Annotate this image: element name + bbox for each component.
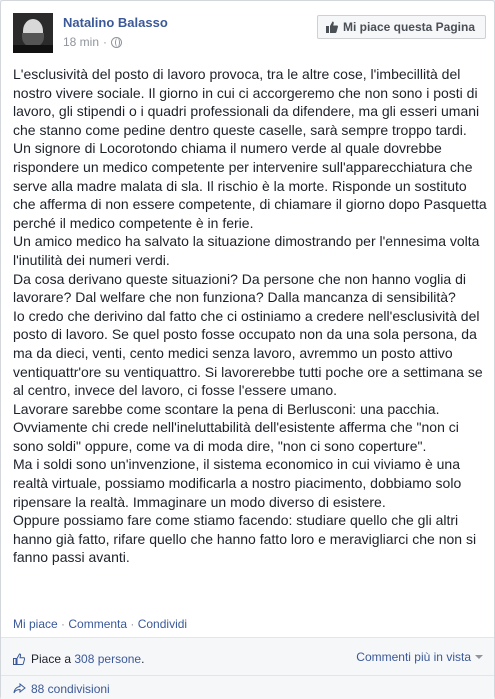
likes-prefix: Piace a [31, 652, 72, 666]
likes-count-link[interactable]: 308 persone [74, 652, 142, 666]
action-separator: · [57, 617, 69, 631]
comments-sort-dropdown[interactable] [356, 650, 483, 664]
action-separator: · [127, 617, 138, 631]
engagement-bar [1, 637, 494, 699]
meta-dot: · [103, 35, 108, 49]
likes-summary [13, 650, 483, 668]
share-icon [13, 683, 26, 695]
like-page-label: Mi piace questa Pagina [342, 20, 475, 34]
post-meta [63, 35, 122, 49]
globe-icon [111, 37, 122, 48]
post-paragraph: Oppure possiamo fare come stiamo facendo: studiare quello che gli altri hanno già fatto, rifare quello che hanno fatto loro e meravigliarci che non si fanno passi avanti. [13, 512, 477, 566]
divider [1, 675, 494, 676]
comments-sort-label: Commenti più in vista [356, 650, 471, 664]
post-actions [13, 617, 187, 631]
shares-summary[interactable] [13, 682, 110, 696]
share-link[interactable]: Condividi [137, 617, 188, 631]
post-paragraph: L'esclusività del posto di lavoro provoca, tra le altre cose, l'imbecillità del nostro vivere sociale. Il giorno in cui ci accorgeremo che non sono i posti di lavoro, gli stipendi o i quadri professionali da difendere, ma gli esseri umani che stanno come pedine dentro queste caselle, sarà sempre troppo tardi. [13, 66, 480, 138]
post-paragraph: Un signore di Locorotondo chiama il numero verde al quale dovrebbe rispondere un medico competente per intervenire sull'apparecchiatura che serve alla madre malata di sla. Il rischio è la morte. Risponde un sostituto che afferma di non essere competente, di chiamare il giorno dopo Pasquetta perché il medico competente è in ferie. [13, 140, 487, 231]
post-header [13, 13, 486, 57]
like-page-button[interactable] [317, 15, 486, 39]
post-paragraph: Io credo che derivino dal fatto che ci ostiniamo a credere nell'esclusività del posto di lavoro. Se quel posto fosse occupato non da una sola persona, da ma da dieci, venti, cento medici senza lavoro, avremmo un posto attivo ventiquattr'ore su ventiquattro. Si lavorerebbe tutti poche ore a settimana se al centro, invece del lavoro, ci fosse l'essere umano. [13, 307, 483, 399]
avatar-shoulders [13, 45, 53, 53]
shares-count: 88 condivisioni [31, 682, 110, 696]
comment-link[interactable]: Commenta [68, 617, 128, 631]
post-paragraph: Da cosa derivano queste situazioni? Da persone che non hanno voglia di lavorare? Dal welfare che non funziona? Dalla mancanza di sensibilità? [13, 270, 466, 306]
like-link[interactable]: Mi piace [13, 617, 58, 631]
post-body [13, 65, 487, 567]
author-name[interactable]: Natalino Balasso [63, 15, 168, 30]
post-paragraph: Un amico medico ha salvato la situazione dimostrando per l'ennesima volta l'inutilità dei numeri verdi. [13, 233, 480, 268]
author-avatar[interactable] [13, 13, 53, 53]
post-time[interactable]: 18 min [63, 35, 100, 49]
thumbs-up-icon [13, 653, 25, 665]
thumbs-up-icon [326, 21, 338, 33]
post-paragraph: Ma i soldi sono un'invenzione, il sistema economico in cui viviamo è una realtà virtuale, possiamo modificarla a nostro piacimento, dobbiamo solo ripensare la realtà. Immaginare un modo diverso di esistere. [13, 456, 462, 510]
caret-down-icon [475, 655, 483, 659]
post-paragraph: Lavorare sarebbe come scontare la pena di Berlusconi: una pacchia. [13, 400, 440, 417]
likes-suffix: . [141, 652, 145, 666]
post-paragraph: Ovviamente chi crede nell'ineluttabilità dell'esistente afferma che "non ci sono soldi" oppure, come va di moda dire, "non ci sono coperture". [13, 419, 459, 454]
